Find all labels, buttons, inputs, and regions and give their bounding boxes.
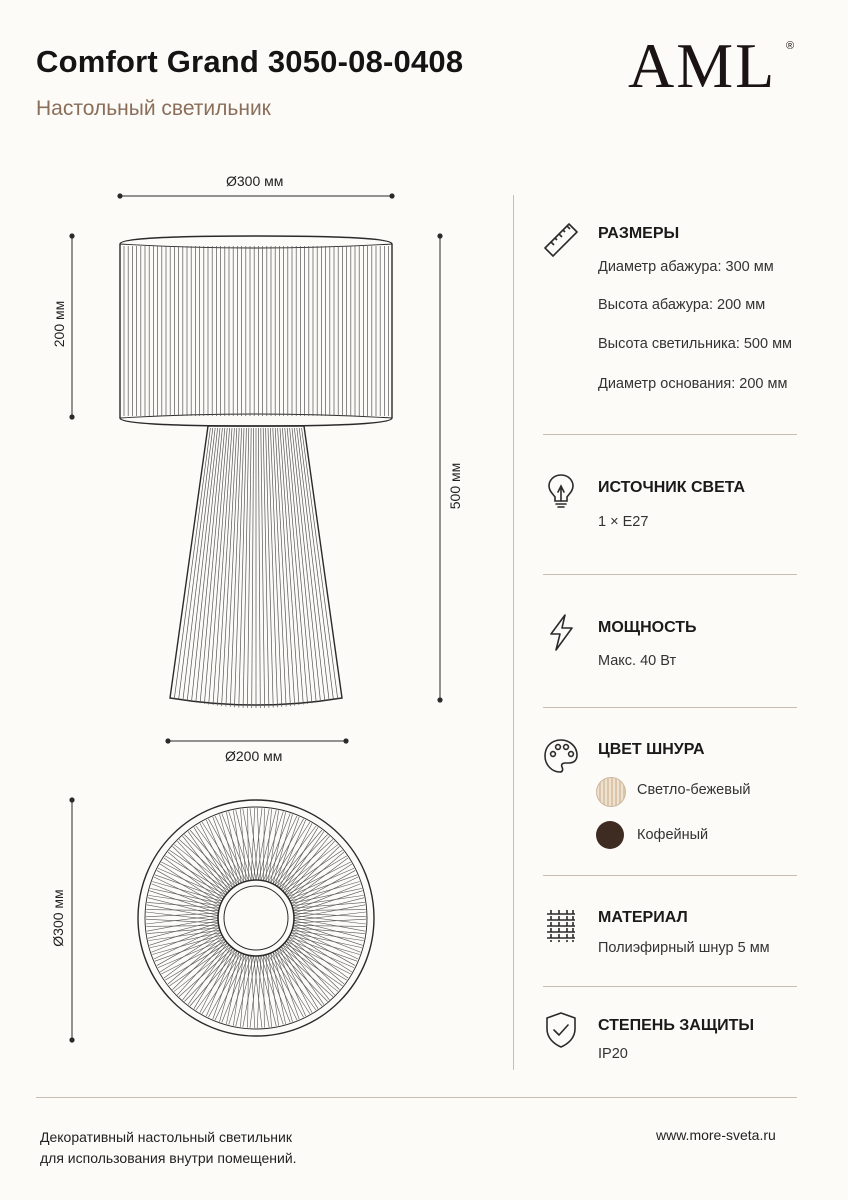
dim-label-base-diameter: Ø200 мм	[225, 748, 283, 764]
section-divider	[543, 434, 797, 435]
footer-description-line1: Декоративный настольный светильник	[40, 1129, 292, 1145]
column-divider	[513, 195, 514, 1070]
spec-total-height: Высота светильника: 500 мм	[598, 336, 793, 352]
color-label-coffee: Кофейный	[637, 827, 709, 843]
section-divider	[543, 986, 797, 987]
spec-base-diameter: Диаметр основания: 200 мм	[598, 376, 788, 392]
dim-label-top-view: Ø300 мм	[50, 889, 66, 947]
section-divider	[543, 707, 797, 708]
footer-divider	[36, 1097, 797, 1098]
dim-label-shade-diameter: Ø300 мм	[226, 173, 284, 189]
section-title-material: МАТЕРИАЛ	[598, 909, 688, 926]
lightning-icon	[541, 612, 581, 652]
swatch-light-beige[interactable]	[596, 777, 626, 807]
spec-shade-height: Высота абажура: 200 мм	[598, 297, 766, 313]
spec-power: Макс. 40 Вт	[598, 653, 677, 669]
section-divider	[543, 875, 797, 876]
section-title-dimensions: РАЗМЕРЫ	[598, 225, 680, 242]
weave-icon	[541, 906, 581, 946]
section-title-cord-color: ЦВЕТ ШНУРА	[598, 741, 705, 758]
ruler-icon	[541, 218, 581, 258]
lamp-shade	[120, 236, 392, 426]
footer-description-line2: для использования внутри помещений.	[40, 1150, 297, 1166]
section-title-protection: СТЕПЕНЬ ЗАЩИТЫ	[598, 1017, 755, 1034]
spec-shade-diameter: Диаметр абажура: 300 мм	[598, 259, 774, 275]
spec-protection: IP20	[598, 1046, 628, 1062]
swatch-coffee[interactable]	[596, 821, 624, 849]
footer-description	[40, 1127, 297, 1169]
spec-material: Полиэфирный шнур 5 мм	[598, 940, 770, 956]
page-title: Comfort Grand 3050-08-0408	[36, 44, 464, 79]
section-divider	[543, 574, 797, 575]
footer-website-link[interactable]: www.more-sveta.ru	[656, 1127, 776, 1143]
lamp-top-view	[138, 800, 374, 1036]
color-label-light-beige: Светло-бежевый	[637, 782, 751, 798]
section-title-power: МОЩНОСТЬ	[598, 619, 697, 636]
section-title-light-source: ИСТОЧНИК СВЕТА	[598, 479, 746, 496]
page-subtitle: Настольный светильник	[36, 97, 271, 120]
dim-label-shade-height: 200 мм	[51, 300, 67, 348]
brand-logo: AML	[628, 30, 777, 101]
shield-check-icon	[541, 1010, 581, 1050]
dim-label-total-height: 500 мм	[447, 462, 463, 510]
palette-icon	[541, 736, 581, 776]
lightbulb-icon	[541, 470, 581, 510]
registered-mark: ®	[786, 40, 795, 52]
spec-light-source: 1 × E27	[598, 514, 649, 530]
